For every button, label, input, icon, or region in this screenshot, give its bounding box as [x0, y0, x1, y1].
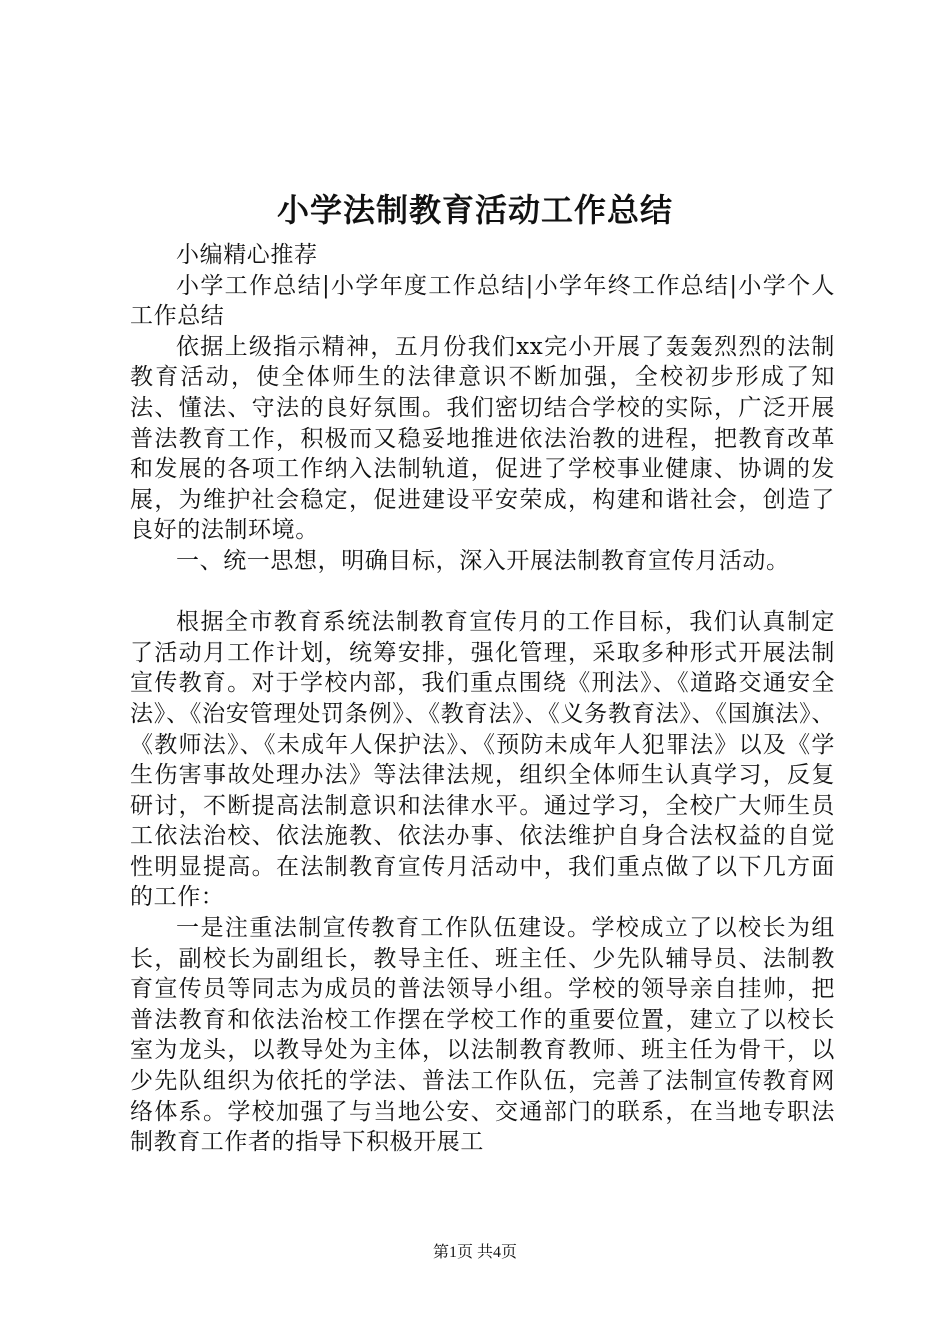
document-body [130, 240, 835, 1158]
intro-paragraph: 依据上级指示精神，五月份我们xx完小开展了轰轰烈烈的法制教育活动，使全体师生的法律意识不断加强，全校初步形成了知法、懂法、守法的良好氛围。我们密切结合学校的实际，广泛开展普法教育工作，积极而又稳妥地推进依法治教的进程，把教育改革和发展的各项工作纳入法制轨道，促进了学校事业健康、协调的发展，为维护社会稳定，促进建设平安荣成，构建和谐社会，创造了良好的法制环境。 [130, 333, 835, 544]
section-heading-1: 一、统一思想，明确目标，深入开展法制教育宣传月活动。 [176, 547, 790, 574]
document-title: 小学法制教育活动工作总结 [276, 191, 673, 229]
recommendation-line: 小编精心推荐 [176, 242, 318, 268]
body-paragraph-2: 一是注重法制宣传教育工作队伍建设。学校成立了以校长为组长，副校长为副组长，教导主任、班主任、少先队辅导员、法制教育宣传员等同志为成员的普法领导小组。学校的领导亲自挂帅，把普法教育和依法治校工作摆在学校工作的重要位置，建立了以校长室为龙头，以教导处为主体，以法制教育教师、班主任为骨干，以少先队组织为依托的学法、普法工作队伍，完善了法制宣传教育网络体系。学校加强了与当地公安、交通部门的联系，在当地专职法制教育工作者的指导下积极开展工 [130, 915, 835, 1156]
related-links-line: 小学工作总结|小学年度工作总结|小学年终工作总结|小学个人工作总结 [130, 272, 835, 330]
body-paragraph-1: 根据全市教育系统法制教育宣传月的工作目标，我们认真制定了活动月工作计划，统筹安排，强化管理，采取多种形式开展法制宣传教育。对于学校内部，我们重点围绕《刑法》、《道路交通安全法》、《治安管理处罚条例》、《教育法》、《义务教育法》、《国旗法》、《教师法》、《未成年人保护法》、《预防未成年人犯罪法》以及《学生伤害事故处理办法》等法律法规，组织全体师生认真学习，反复研讨，不断提高法制意识和法律水平。通过学习，全校广大师生员工依法治校、依法施教、依法办事、依法维护自身合法权益的自觉性明显提高。在法制教育宣传月活动中，我们重点做了以下几方面的工作： [130, 609, 835, 911]
page-footer: 第1页 共4页 [432, 1244, 517, 1261]
